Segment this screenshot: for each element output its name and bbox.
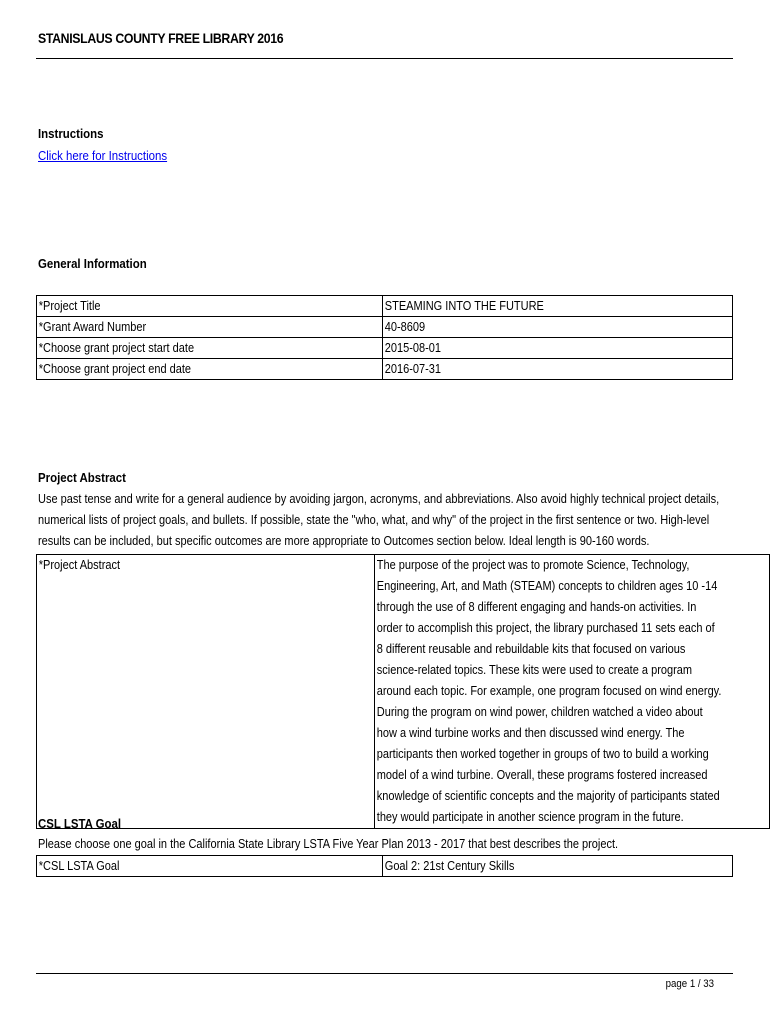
start-date-value[interactable]: 2015-08-01: [383, 338, 733, 359]
csl-lsta-goal-label: *CSL LSTA Goal: [37, 856, 383, 877]
project-abstract-heading: Project Abstract: [38, 470, 126, 485]
csl-lsta-goal-instructions: Please choose one goal in the California State Library LSTA Five Year Plan 2013 - 2017 that best describes the project.: [38, 837, 619, 851]
project-title-label: *Project Title: [37, 296, 383, 317]
table-row: [37, 317, 733, 338]
general-information-table: [36, 295, 733, 380]
end-date-value[interactable]: 2016-07-31: [383, 359, 733, 380]
grant-award-number-value[interactable]: 40-8609: [383, 317, 733, 338]
table-row: [37, 856, 733, 877]
header-divider: [36, 58, 733, 59]
project-abstract-label: *Project Abstract: [37, 555, 375, 829]
instructions-heading: Instructions: [38, 126, 104, 141]
general-information-heading: General Information: [38, 256, 147, 271]
table-row: [37, 555, 770, 829]
footer-divider: [36, 973, 733, 974]
table-row: [37, 359, 733, 380]
end-date-label: *Choose grant project end date: [37, 359, 383, 380]
page-title: STANISLAUS COUNTY FREE LIBRARY 2016: [38, 30, 284, 46]
project-title-value[interactable]: STEAMING INTO THE FUTURE: [383, 296, 733, 317]
table-row: [37, 296, 733, 317]
project-abstract-value[interactable]: The purpose of the project was to promote Science, Technology, Engineering, Art, and Math (STEAM) concepts to children ages 10 -14 through the use of 8 different engaging and hands-on activities. In order to accomplish this project, the library purchased 11 sets each of 8 different reusable and rebuildable kits that focused on various science-related topics. These kits were used to create a program around each topic. For example, one program focused on wind energy. During the program on wind power, children watched a video about how a wind turbine works and then discussed wind energy. The participants then worked together in groups of two to build a working model of a wind turbine. Overall, these programs fostered increased knowledge of scientific concepts and the majority of participants stated they would participate in another science program in the future.: [375, 555, 770, 829]
csl-lsta-goal-heading: CSL LSTA Goal: [38, 816, 122, 831]
table-row: [37, 338, 733, 359]
csl-lsta-goal-table: [36, 855, 733, 877]
grant-award-number-label: *Grant Award Number: [37, 317, 383, 338]
project-abstract-instructions: Use past tense and write for a general audience by avoiding jargon, acronyms, and abbreviations. Also avoid highly technical project details, numerical lists of project goals, and bullets. If possible, state the "who, what, and why" of the project in the first sentence or two. High-level results can be included, but specific outcomes are more appropriate to Outcomes section below. Ideal length is 90-160 words.: [38, 492, 720, 548]
project-abstract-table: [36, 554, 770, 829]
csl-lsta-goal-value[interactable]: Goal 2: 21st Century Skills: [383, 856, 733, 877]
start-date-label: *Choose grant project start date: [37, 338, 383, 359]
page-number: page 1 / 33: [665, 978, 714, 990]
instructions-link[interactable]: Click here for Instructions: [38, 148, 168, 163]
